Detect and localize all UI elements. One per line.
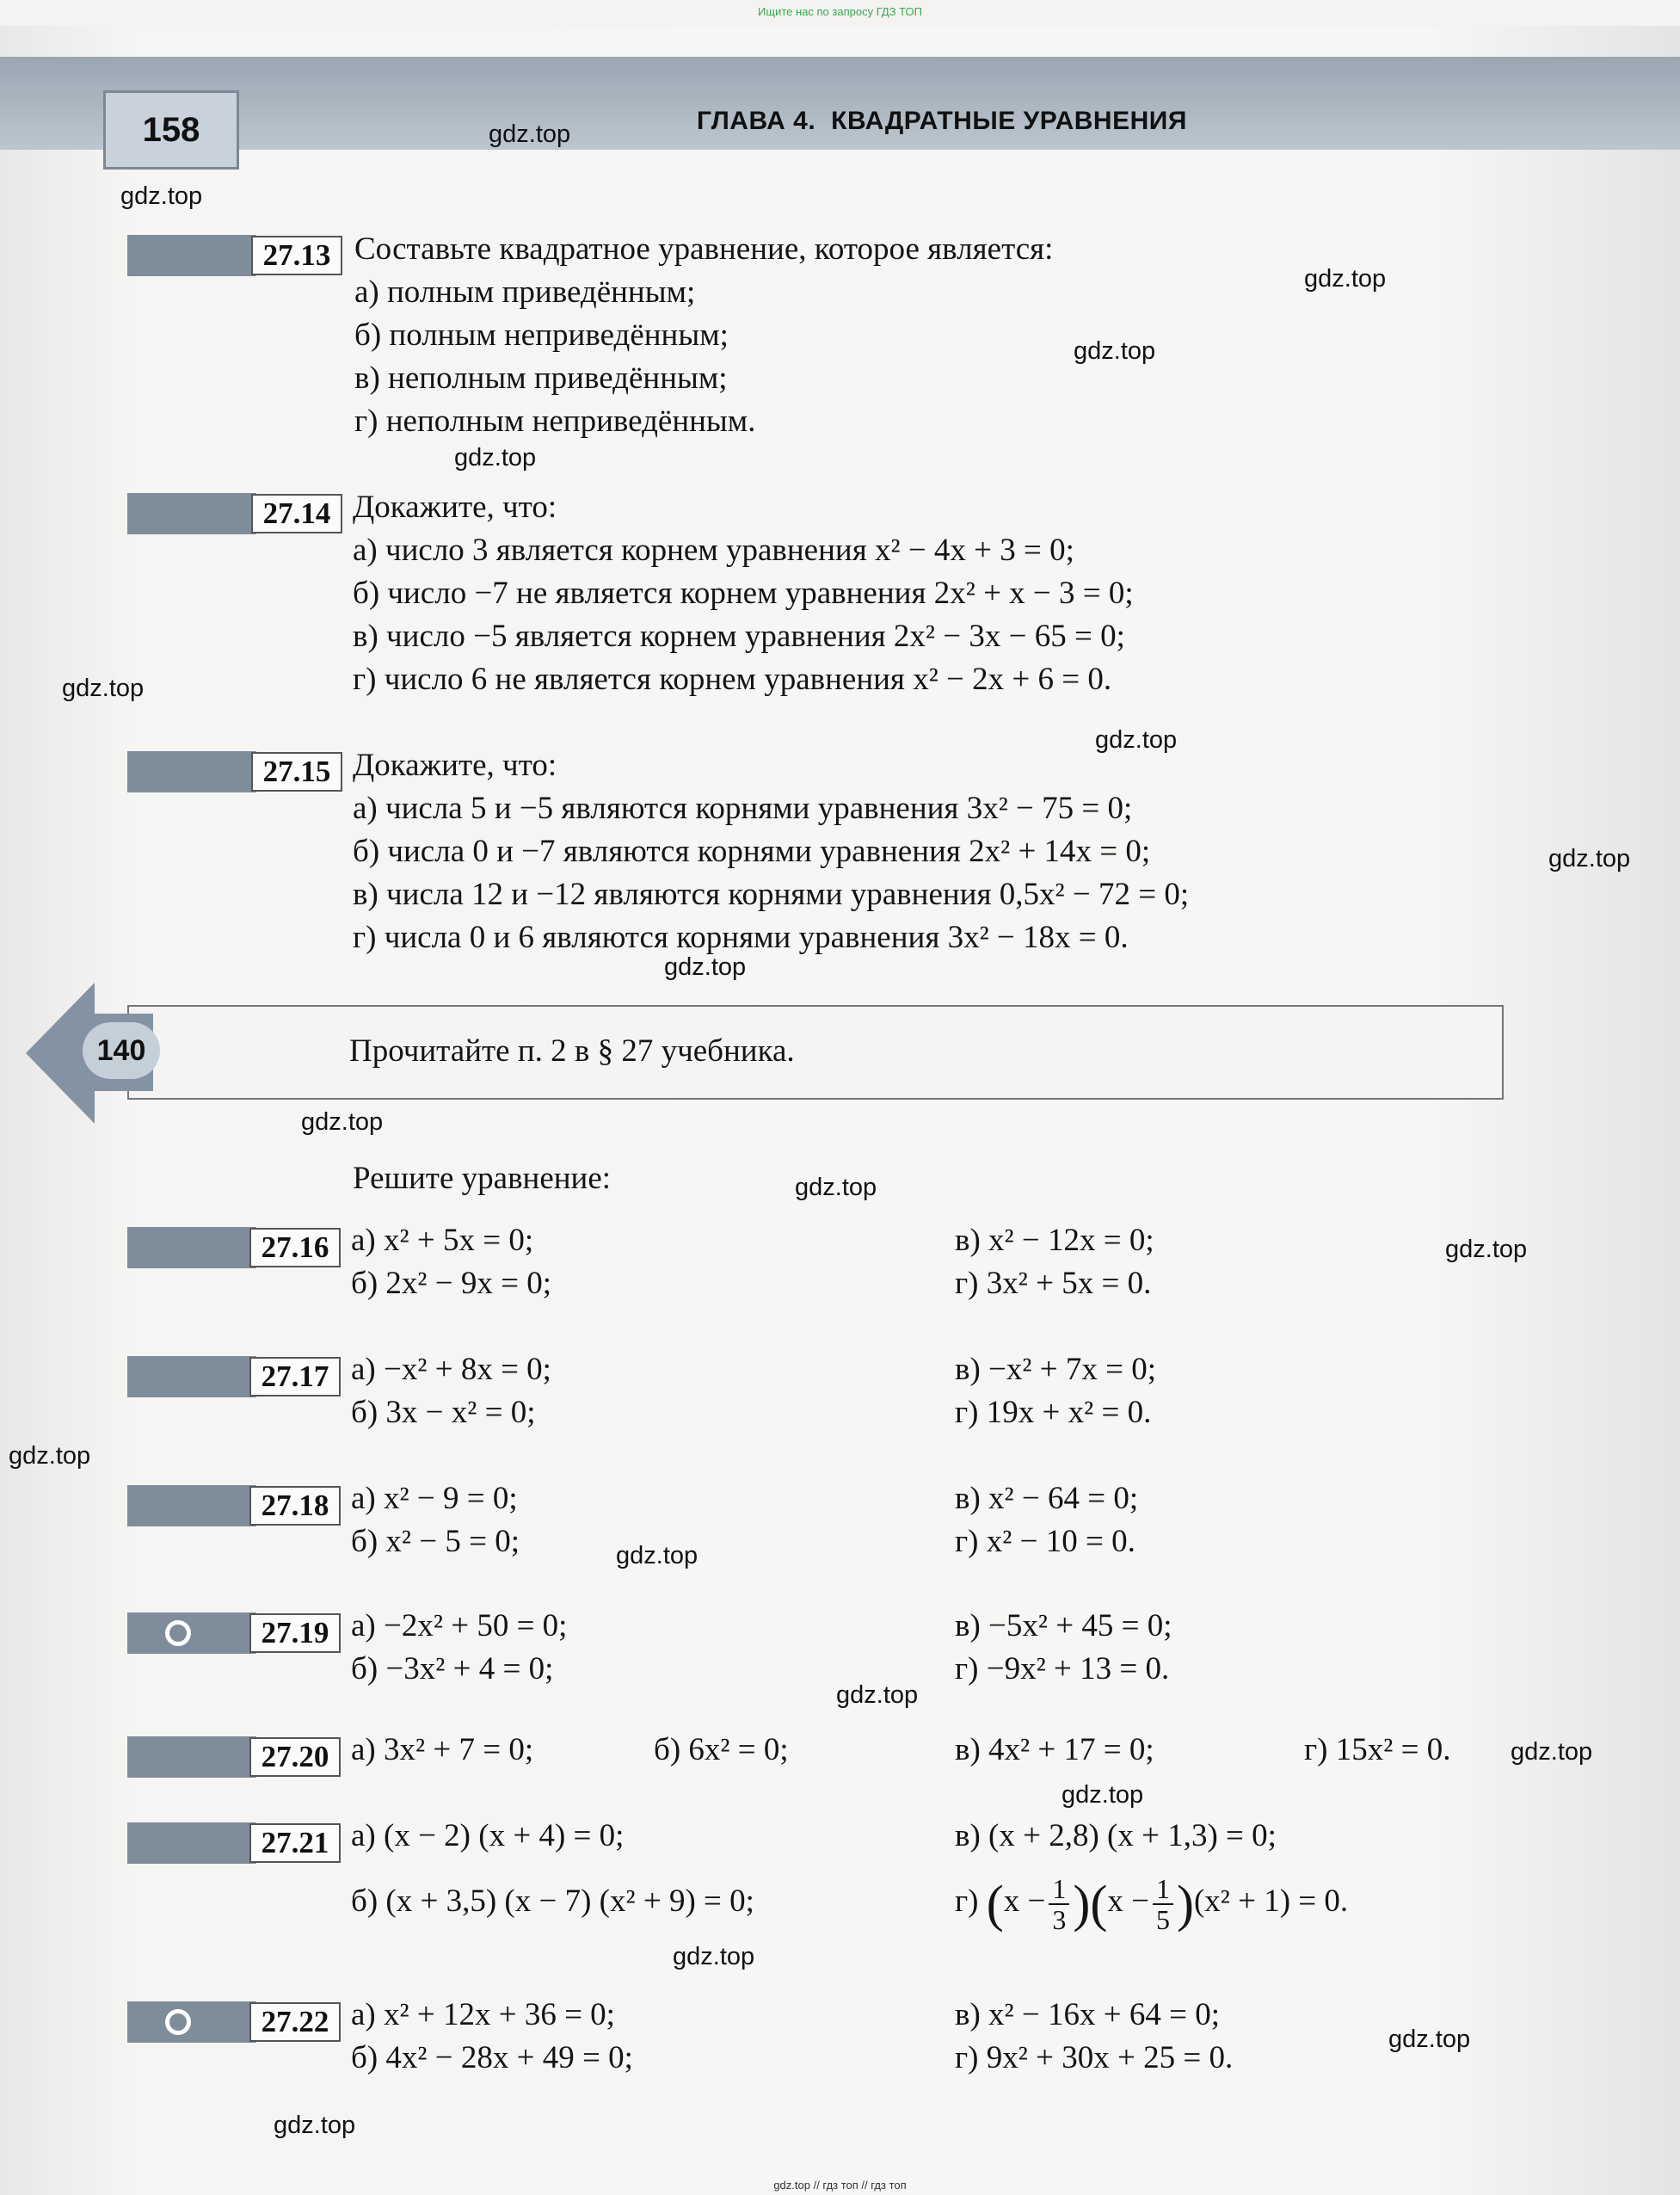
top-note: Ищите нас по запросу ГДЗ ТОП bbox=[758, 5, 922, 18]
watermark: gdz.top bbox=[454, 444, 537, 472]
watermark: gdz.top bbox=[1548, 845, 1631, 872]
watermark: gdz.top bbox=[120, 182, 203, 210]
exercise-bar bbox=[127, 1356, 256, 1397]
watermark: gdz.top bbox=[489, 120, 571, 148]
exercise-item: г) 9x² + 30x + 25 = 0. bbox=[955, 2040, 1234, 2075]
exercise-number: 27.18 bbox=[249, 1486, 341, 1526]
exercise-item: г) 15x² = 0. bbox=[1304, 1732, 1451, 1767]
watermark: gdz.top bbox=[1511, 1738, 1593, 1766]
exercise-item: а) x² + 5x = 0; bbox=[351, 1223, 534, 1258]
exercise-item: б) x² − 5 = 0; bbox=[351, 1524, 520, 1559]
exercise-item: б) 4x² − 28x + 49 = 0; bbox=[351, 2040, 633, 2075]
watermark: gdz.top bbox=[1304, 265, 1387, 293]
exercise-number: 27.22 bbox=[249, 2002, 341, 2042]
chapter-label: ГЛАВА 4. bbox=[697, 107, 816, 135]
exercise-number: 27.20 bbox=[249, 1737, 341, 1777]
exercise-item: в) числа 12 и −12 являются корнями уравнения 0,5x² − 72 = 0; bbox=[353, 877, 1190, 912]
exercise-number: 27.21 bbox=[249, 1823, 341, 1863]
exercise-item: в) неполным приведённым; bbox=[354, 361, 728, 396]
exercise-item: а) x² + 12x + 36 = 0; bbox=[351, 1997, 615, 2032]
page-number: 158 bbox=[103, 90, 239, 170]
watermark: gdz.top bbox=[1074, 337, 1156, 365]
reading-note-text: Прочитайте п. 2 в § 27 учебника. bbox=[349, 1033, 795, 1069]
exercise-bar bbox=[127, 1227, 256, 1268]
watermark: gdz.top bbox=[1388, 2025, 1471, 2053]
exercise-number: 27.15 bbox=[251, 752, 342, 792]
fraction bbox=[1153, 1874, 1173, 1934]
exercise-item: б) 2x² − 9x = 0; bbox=[351, 1266, 552, 1301]
chapter-name: КВАДРАТНЫЕ УРАВНЕНИЯ bbox=[831, 107, 1187, 135]
exercise-item: в) (x + 2,8) (x + 1,3) = 0; bbox=[955, 1818, 1277, 1853]
fraction-denominator: 5 bbox=[1155, 1903, 1170, 1935]
watermark: gdz.top bbox=[673, 1943, 755, 1970]
factor-text: x − bbox=[1107, 1884, 1149, 1919]
circle-marker-icon bbox=[165, 2009, 191, 2035]
exercise-item: а) число 3 является корнем уравнения x² − 4x + 3 = 0; bbox=[353, 533, 1074, 568]
exercise-item: г) 19x + x² = 0. bbox=[955, 1395, 1152, 1430]
exercise-task: Докажите, что: bbox=[353, 748, 557, 783]
exercise-item: в) x² − 16x + 64 = 0; bbox=[955, 1997, 1221, 2032]
exercise-item: в) x² − 12x = 0; bbox=[955, 1223, 1154, 1258]
watermark: gdz.top bbox=[616, 1542, 698, 1569]
exercise-task: Докажите, что: bbox=[353, 490, 557, 525]
exercise-item: б) 6x² = 0; bbox=[654, 1732, 789, 1767]
watermark: gdz.top bbox=[795, 1174, 877, 1201]
exercise-item: г) число 6 не является корнем уравнения x² − 2x + 6 = 0. bbox=[353, 662, 1112, 697]
fraction-denominator: 3 bbox=[1052, 1903, 1067, 1935]
exercise-number: 27.13 bbox=[251, 236, 342, 275]
exercise-item: г) числа 0 и 6 являются корнями уравнения 3x² − 18x = 0. bbox=[353, 920, 1129, 955]
exercise-item: а) числа 5 и −5 являются корнями уравнения 3x² − 75 = 0; bbox=[353, 791, 1133, 826]
reference-number: 140 bbox=[83, 1022, 160, 1079]
exercise-item: в) x² − 64 = 0; bbox=[955, 1481, 1139, 1516]
exercise-bar bbox=[127, 493, 256, 534]
exercise-item: б) (x + 3,5) (x − 7) (x² + 9) = 0; bbox=[351, 1884, 754, 1919]
watermark: gdz.top bbox=[9, 1442, 91, 1470]
item-letter: г) bbox=[955, 1884, 979, 1919]
factor-text: x − bbox=[1003, 1884, 1046, 1919]
exercise-item: а) 3x² + 7 = 0; bbox=[351, 1732, 534, 1767]
exercise-item: г) неполным неприведённым. bbox=[354, 404, 756, 439]
watermark: gdz.top bbox=[1095, 726, 1178, 754]
exercise-item: в) −x² + 7x = 0; bbox=[955, 1352, 1157, 1387]
exercise-item: г) 3x² + 5x = 0. bbox=[955, 1266, 1152, 1301]
exercise-item: а) −2x² + 50 = 0; bbox=[351, 1608, 568, 1643]
exercise-item: а) (x − 2) (x + 4) = 0; bbox=[351, 1818, 625, 1853]
exercise-bar bbox=[127, 235, 256, 276]
exercise-item: б) число −7 не является корнем уравнения 2x² + x − 3 = 0; bbox=[353, 576, 1134, 611]
textbook-page bbox=[0, 26, 1680, 2195]
exercise-item: в) 4x² + 17 = 0; bbox=[955, 1732, 1154, 1767]
exercise-item: б) −3x² + 4 = 0; bbox=[351, 1651, 554, 1686]
watermark: gdz.top bbox=[301, 1108, 384, 1136]
exercise-item: в) −5x² + 45 = 0; bbox=[955, 1608, 1172, 1643]
factor-text: (x² + 1) = 0. bbox=[1193, 1884, 1349, 1919]
watermark: gdz.top bbox=[836, 1681, 919, 1709]
fraction-numerator: 1 bbox=[1153, 1874, 1173, 1905]
reading-note-box bbox=[127, 1005, 1504, 1100]
exercise-item: б) 3x − x² = 0; bbox=[351, 1395, 536, 1430]
exercise-item: в) число −5 является корнем уравнения 2x² − 3x − 65 = 0; bbox=[353, 619, 1125, 654]
exercise-item: б) полным неприведённым; bbox=[354, 318, 729, 353]
exercise-bar bbox=[127, 1485, 256, 1526]
exercise-bar bbox=[127, 2001, 256, 2043]
watermark: gdz.top bbox=[1445, 1236, 1528, 1263]
exercise-item-fraction: г) (x − $\frac{1}{3}$ )(x − $\frac{1}{5}$ )(x² + 1) = 0. bbox=[955, 1872, 1349, 1935]
fraction bbox=[1049, 1874, 1069, 1934]
section-heading: Решите уравнение: bbox=[353, 1161, 612, 1196]
exercise-item: г) x² − 10 = 0. bbox=[955, 1524, 1135, 1559]
chapter-title bbox=[697, 107, 1187, 136]
exercise-item: б) числа 0 и −7 являются корнями уравнения 2x² + 14x = 0; bbox=[353, 834, 1151, 869]
watermark: gdz.top bbox=[664, 953, 747, 981]
exercise-bar bbox=[127, 751, 256, 792]
fraction-numerator: 1 bbox=[1049, 1874, 1069, 1905]
exercise-item: а) x² − 9 = 0; bbox=[351, 1481, 518, 1516]
exercise-bar bbox=[127, 1736, 256, 1778]
exercise-item: а) −x² + 8x = 0; bbox=[351, 1352, 551, 1387]
exercise-number: 27.17 bbox=[249, 1357, 341, 1397]
watermark: gdz.top bbox=[1062, 1781, 1144, 1809]
watermark: gdz.top bbox=[62, 675, 145, 702]
exercise-bar bbox=[127, 1822, 256, 1864]
exercise-number: 27.16 bbox=[249, 1228, 341, 1267]
exercise-bar bbox=[127, 1612, 256, 1654]
exercise-item: г) −9x² + 13 = 0. bbox=[955, 1651, 1170, 1686]
exercise-number: 27.19 bbox=[249, 1613, 341, 1653]
exercise-item: а) полным приведённым; bbox=[354, 274, 696, 310]
exercise-task: Составьте квадратное уравнение, которое является: bbox=[354, 231, 1054, 267]
bottom-note: gdz.top // гдз топ // гдз топ bbox=[773, 2179, 907, 2192]
watermark: gdz.top bbox=[274, 2112, 356, 2139]
circle-marker-icon bbox=[165, 1620, 191, 1646]
exercise-number: 27.14 bbox=[251, 494, 342, 533]
